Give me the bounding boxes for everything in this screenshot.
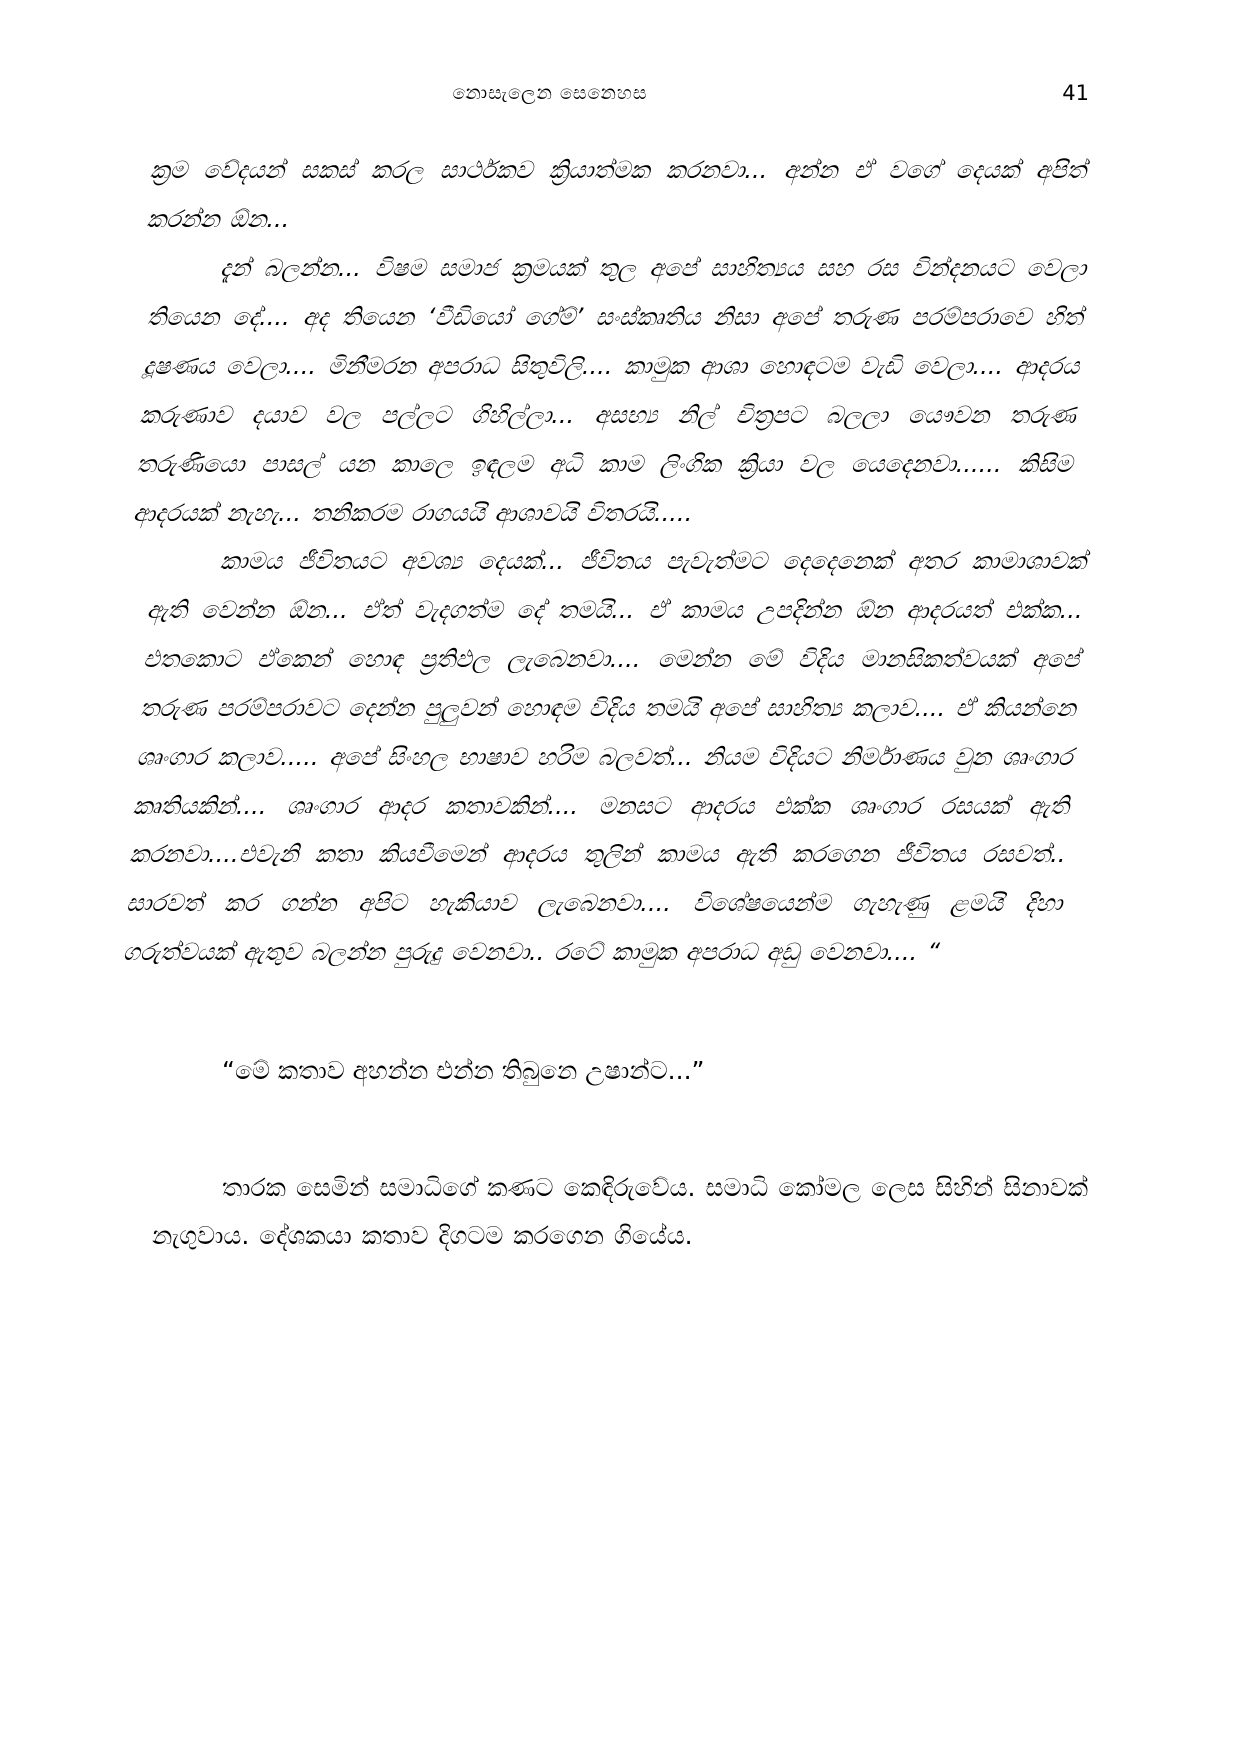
paragraph-speech-3: කාමය ජීවිතයට අවශ්‍ය දෙයක්... ජීවිතය පැවැත්මට දෙදෙනෙක් අතර කාමාශාවක් ඇති වෙන්න ඕන... ඒත් වැදගත්ම දේ තමයි... ඒ කාමය උපදින්න ඕන ආදරයත් එක්ක... එතකොට ඒකෙන් හොඳ ප්‍රතිඵල ලැබෙනවා.... මෙන්න මේ විදිය මානසිකත්වයක් අපේ තරුණ පරම්පරාවට දෙන්න පුලුවන් හොඳම විදිය තමයි අපේ සාහිත්‍ය කලාව.... ඒ කියන්නෙ ශෘංගාර කලාව..... අපේ සිංහල භාෂාව හරිම බලවත්... නියම විදියට නිර්මාණය වුන ශෘංගාර කෘතියකින්.... ශෘංගාර ආදර කතාවකින්.... මනසට ආදරය එක්ක ශෘංගාර රසයක් ඇති කරනවා....එවැනි කතා කියවීමෙන් ආදරය තුලින් කාමය ඇති කරගෙන ජීවිතය රසවත්.. සාරවත් කර ගන්න අපිට හැකියාව ලැබෙනවා.... විශේෂයෙන්ම ගැහැණු ළමයි දිහා ගරුත්වයක් ඇතුව බලන්න පුරුදු වෙනවා.. රටේ කාමුක අපරාධ අඩු වෙනවා.... “ (121, 547, 1088, 967)
running-title: නොසැලෙන සෙනෙහස (452, 82, 648, 104)
narration-paragraph: තාරක සෙමින් සමාධිගේ කණට කෙඳිරුවේය. සමාධි කෝමල ලෙස සිහින් සිනාවක් නැගුවාය. දේශකයා කතාව දිගටම කරගෙන ගියේය. (152, 1173, 1088, 1251)
running-head (0, 78, 1240, 108)
body-text (121, 146, 1088, 1260)
quoted-dialogue: “මේ කතාව අහන්න එන්න තිබුනෙ උෂාන්ට...” (222, 1056, 705, 1086)
page-number: 41 (1062, 81, 1089, 105)
paragraph-speech-2: දැන් බලන්න... විෂම සමාජ ක්‍රමයක් තුල අපේ සාහිත්‍යය සහ රස වින්දනයට වෙලා තියෙන දේ.... අද තියෙන ‘වීඩියෝ ගේම්’ සංස්කෘතිය නිසා අපේ තරුණ පරම්පරාවෙ හිත් දූෂණය වෙලා.... මිනීමරන අපරාධ සිතුවිලි.... කාමුක ආශා හොඳටම වැඩි වෙලා.... ආදරය කරුණාව දයාව වල පල්ලට ගිහිල්ලා... අසභ්‍ය නිල් චිත්‍රපට බලලා යෞවන තරුණ තරුණියො පාසල් යන කාලෙ ඉඳලම අධි කාම ලිංගික ක්‍රියා වල යෙදෙනවා...... කිසිම ආදරයක් නැහැ... තනිකරම රාගයයි ආශාවයි විතරයි..... (132, 253, 1088, 527)
paragraph-continuation: ක්‍රම වේදයන් සකස් කරල සාර්ථකව ක්‍රියාත්මක කරනවා... අන්න ඒ වගේ දෙයක් අපිත් කරන්න ඕන... (145, 156, 1088, 233)
